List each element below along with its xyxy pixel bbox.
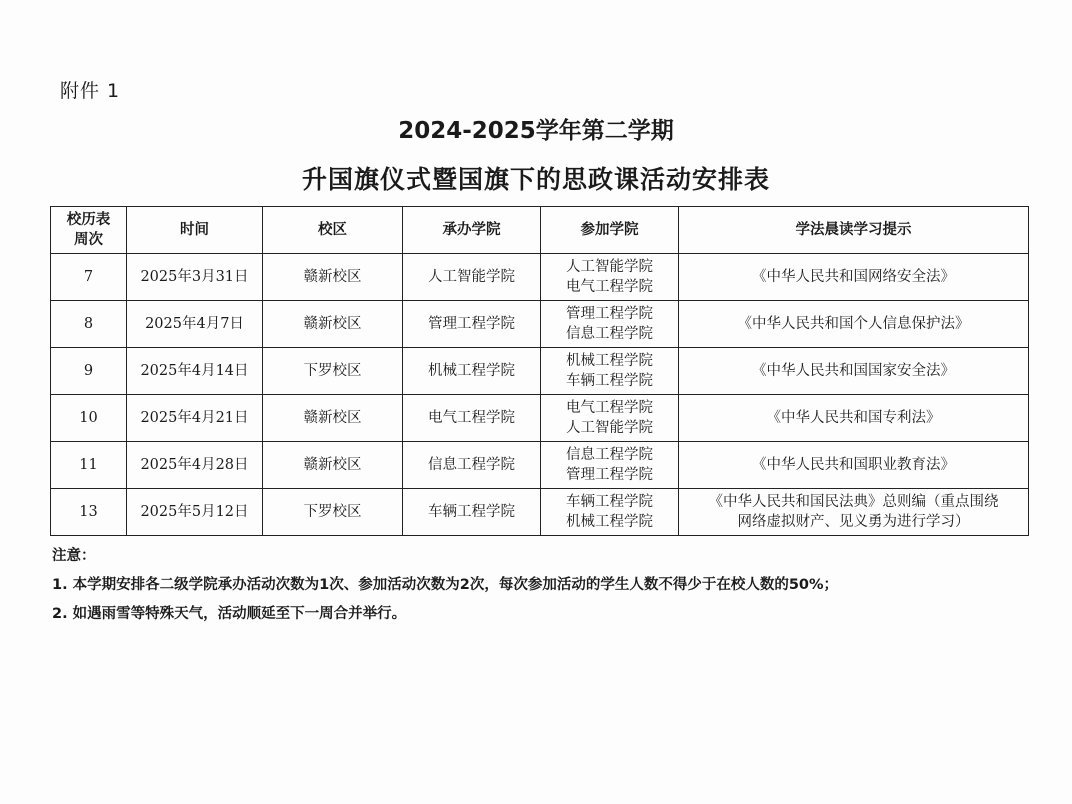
cell-law (679, 301, 1029, 348)
header-date: 时间 (127, 207, 263, 254)
participant-1: 管理工程学院 (566, 306, 653, 322)
participant-1: 信息工程学院 (566, 447, 653, 463)
cell-law (679, 395, 1029, 442)
cell-week: 7 (51, 254, 127, 301)
document-title: 升国旗仪式暨国旗下的思政课活动安排表 (301, 165, 770, 194)
cell-host: 车辆工程学院 (403, 489, 541, 536)
header-week (51, 207, 127, 254)
cell-host: 机械工程学院 (403, 348, 541, 395)
table-row (51, 254, 1029, 301)
cell-campus: 赣新校区 (263, 442, 403, 489)
cell-campus: 赣新校区 (263, 395, 403, 442)
law-line-2: 网络虚拟财产、见义勇为进行学习） (737, 514, 970, 530)
law-line-1: 《中华人民共和国民法典》总则编（重点围绕 (708, 494, 999, 510)
cell-week: 8 (51, 301, 127, 348)
participant-2: 电气工程学院 (566, 279, 653, 295)
document-title-semester: 2024-2025学年第二学期 (398, 118, 674, 144)
cell-campus: 下罗校区 (263, 348, 403, 395)
cell-host: 人工智能学院 (403, 254, 541, 301)
cell-campus: 赣新校区 (263, 301, 403, 348)
law-line-1: 《中华人民共和国国家安全法》 (752, 363, 955, 379)
law-line-1: 《中华人民共和国网络安全法》 (752, 269, 955, 285)
cell-week: 10 (51, 395, 127, 442)
header-week-line2: 周次 (74, 232, 103, 248)
table-row (51, 301, 1029, 348)
participant-2: 管理工程学院 (566, 467, 653, 483)
cell-date: 2025年4月7日 (127, 301, 263, 348)
participant-1: 机械工程学院 (566, 353, 653, 369)
header-host: 承办学院 (403, 207, 541, 254)
participant-2: 信息工程学院 (566, 326, 653, 342)
cell-participants (541, 395, 679, 442)
cell-host: 电气工程学院 (403, 395, 541, 442)
header-campus: 校区 (263, 207, 403, 254)
cell-participants (541, 254, 679, 301)
cell-date: 2025年4月28日 (127, 442, 263, 489)
law-line-1: 《中华人民共和国职业教育法》 (752, 457, 955, 473)
participant-1: 电气工程学院 (566, 400, 653, 416)
schedule-table (50, 206, 1029, 536)
cell-participants (541, 442, 679, 489)
cell-date: 2025年3月31日 (127, 254, 263, 301)
note-item-1: 1. 本学期安排各二级学院承办活动次数为1次、参加活动次数为2次，每次参加活动的学生人数不得少于在校人数的50%； (52, 577, 839, 593)
table-row (51, 348, 1029, 395)
cell-campus: 赣新校区 (263, 254, 403, 301)
participant-2: 车辆工程学院 (566, 373, 653, 389)
participant-2: 人工智能学院 (566, 420, 653, 436)
law-line-1: 《中华人民共和国专利法》 (766, 410, 941, 426)
cell-campus: 下罗校区 (263, 489, 403, 536)
note-item-2: 2. 如遇雨雪等特殊天气，活动顺延至下一周合并举行。 (52, 606, 407, 622)
cell-week: 11 (51, 442, 127, 489)
cell-host: 管理工程学院 (403, 301, 541, 348)
cell-date: 2025年4月21日 (127, 395, 263, 442)
table-row (51, 395, 1029, 442)
cell-law (679, 254, 1029, 301)
law-line-1: 《中华人民共和国个人信息保护法》 (737, 316, 970, 332)
header-law-tip: 学法晨读学习提示 (679, 207, 1029, 254)
table-row (51, 489, 1029, 536)
cell-law (679, 348, 1029, 395)
participant-2: 机械工程学院 (566, 514, 653, 530)
cell-participants (541, 348, 679, 395)
participant-1: 车辆工程学院 (566, 494, 653, 510)
cell-week: 9 (51, 348, 127, 395)
cell-law (679, 489, 1029, 536)
header-participants: 参加学院 (541, 207, 679, 254)
cell-participants (541, 489, 679, 536)
table-row (51, 442, 1029, 489)
participant-1: 人工智能学院 (566, 259, 653, 275)
header-week-line1: 校历表 (66, 212, 111, 228)
cell-date: 2025年4月14日 (127, 348, 263, 395)
table-header-row (51, 207, 1029, 254)
cell-host: 信息工程学院 (403, 442, 541, 489)
cell-date: 2025年5月12日 (127, 489, 263, 536)
notes-heading: 注意： (52, 548, 96, 564)
cell-participants (541, 301, 679, 348)
cell-law (679, 442, 1029, 489)
attachment-label: 附件 1 (60, 80, 121, 102)
cell-week: 13 (51, 489, 127, 536)
notes-section (52, 544, 838, 631)
